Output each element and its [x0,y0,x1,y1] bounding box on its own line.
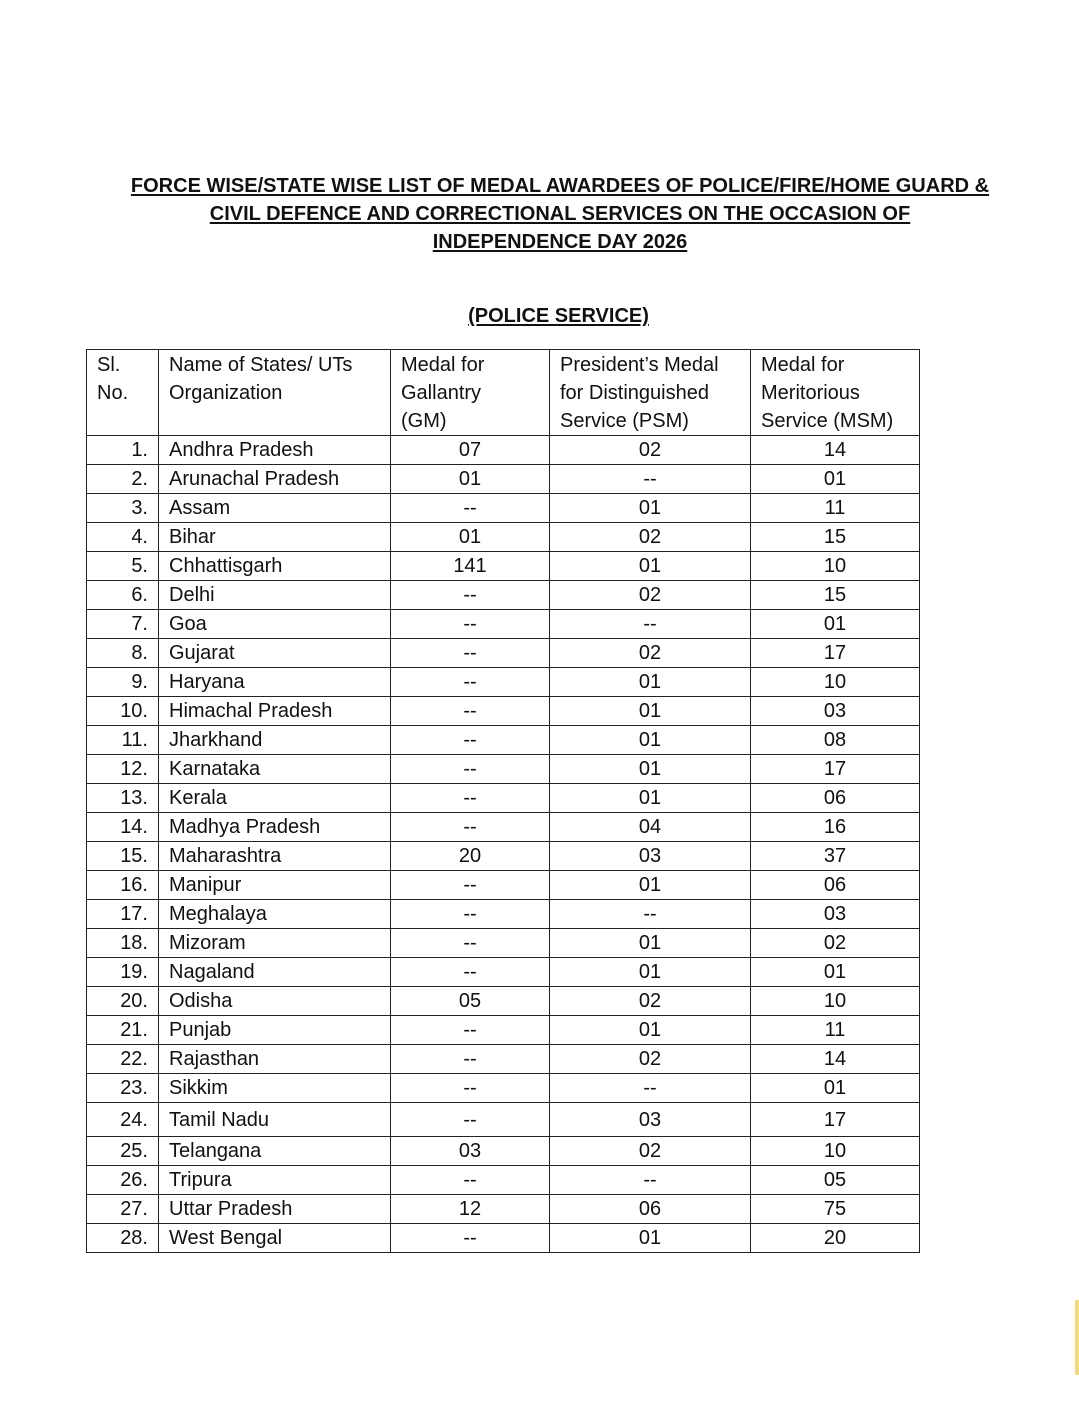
gallantry-count-cell: -- [391,784,550,813]
psm-count-cell: 01 [550,494,751,523]
gallantry-count-cell: 05 [391,987,550,1016]
gallantry-count-cell: -- [391,581,550,610]
msm-count-cell: 17 [751,1103,920,1137]
table-body [87,436,920,1253]
gallantry-count-cell: 20 [391,842,550,871]
title-line-1: FORCE WISE/STATE WISE LIST OF MEDAL AWARDEES OF POLICE/FIRE/HOME GUARD & [130,175,990,197]
state-name-cell: Uttar Pradesh [159,1195,391,1224]
gallantry-count-cell: 12 [391,1195,550,1224]
gallantry-count-cell: -- [391,1016,550,1045]
msm-count-cell: 01 [751,958,920,987]
serial-number-cell: 23. [87,1074,159,1103]
serial-number-cell: 11. [87,726,159,755]
msm-count-cell: 10 [751,668,920,697]
table-row [87,929,920,958]
table-row [87,1166,920,1195]
serial-number-cell: 16. [87,871,159,900]
document-title [40,172,1079,256]
serial-number-cell: 5. [87,552,159,581]
serial-number-cell: 1. [87,436,159,465]
table-row [87,871,920,900]
psm-count-cell: 01 [550,552,751,581]
table-row [87,668,920,697]
medal-awardees-table [86,349,920,1253]
gallantry-count-cell: -- [391,494,550,523]
msm-count-cell: 17 [751,639,920,668]
gallantry-count-cell: 141 [391,552,550,581]
msm-count-cell: 06 [751,871,920,900]
msm-count-cell: 16 [751,813,920,842]
gallantry-count-cell: -- [391,1103,550,1137]
table-row [87,610,920,639]
header-presidents-medal: President’s Medal for Distinguished Service (PSM) [550,350,751,436]
state-name-cell: Odisha [159,987,391,1016]
table-row [87,1103,920,1137]
psm-count-cell: 02 [550,581,751,610]
gallantry-count-cell: -- [391,639,550,668]
gallantry-count-cell: -- [391,755,550,784]
psm-count-cell: 02 [550,436,751,465]
gallantry-count-cell: -- [391,813,550,842]
serial-number-cell: 25. [87,1137,159,1166]
state-name-cell: Rajasthan [159,1045,391,1074]
state-name-cell: Punjab [159,1016,391,1045]
psm-count-cell: 01 [550,784,751,813]
gallantry-count-cell: -- [391,1074,550,1103]
serial-number-cell: 28. [87,1224,159,1253]
table-row [87,581,920,610]
msm-count-cell: 08 [751,726,920,755]
state-name-cell: Sikkim [159,1074,391,1103]
msm-count-cell: 01 [751,465,920,494]
serial-number-cell: 15. [87,842,159,871]
table-header-row [87,350,920,436]
serial-number-cell: 6. [87,581,159,610]
msm-count-cell: 03 [751,900,920,929]
gallantry-count-cell: -- [391,726,550,755]
psm-count-cell: 02 [550,1045,751,1074]
msm-count-cell: 17 [751,755,920,784]
gallantry-count-cell: -- [391,1224,550,1253]
state-name-cell: Goa [159,610,391,639]
table-row [87,842,920,871]
psm-count-cell: 02 [550,1137,751,1166]
psm-count-cell: 01 [550,1224,751,1253]
state-name-cell: Nagaland [159,958,391,987]
gallantry-count-cell: -- [391,871,550,900]
psm-count-cell: 01 [550,668,751,697]
table-row [87,494,920,523]
state-name-cell: Bihar [159,523,391,552]
msm-count-cell: 20 [751,1224,920,1253]
serial-number-cell: 3. [87,494,159,523]
table-row [87,639,920,668]
state-name-cell: Mizoram [159,929,391,958]
msm-count-cell: 02 [751,929,920,958]
state-name-cell: Assam [159,494,391,523]
msm-count-cell: 03 [751,697,920,726]
msm-count-cell: 15 [751,581,920,610]
header-state-name: Name of States/ UTs Organization [159,350,391,436]
state-name-cell: Haryana [159,668,391,697]
table-row [87,1137,920,1166]
psm-count-cell: -- [550,1166,751,1195]
serial-number-cell: 24. [87,1103,159,1137]
psm-count-cell: 01 [550,958,751,987]
msm-count-cell: 06 [751,784,920,813]
table-row [87,813,920,842]
msm-count-cell: 01 [751,1074,920,1103]
header-gallantry-medal: Medal for Gallantry (GM) [391,350,550,436]
gallantry-count-cell: -- [391,697,550,726]
state-name-cell: Jharkhand [159,726,391,755]
serial-number-cell: 19. [87,958,159,987]
table-row [87,1045,920,1074]
state-name-cell: Tamil Nadu [159,1103,391,1137]
state-name-cell: Kerala [159,784,391,813]
serial-number-cell: 27. [87,1195,159,1224]
psm-count-cell: -- [550,610,751,639]
serial-number-cell: 9. [87,668,159,697]
state-name-cell: Tripura [159,1166,391,1195]
gallantry-count-cell: 01 [391,523,550,552]
state-name-cell: Telangana [159,1137,391,1166]
serial-number-cell: 20. [87,987,159,1016]
msm-count-cell: 10 [751,987,920,1016]
psm-count-cell: 01 [550,697,751,726]
table-row [87,552,920,581]
serial-number-cell: 26. [87,1166,159,1195]
serial-number-cell: 22. [87,1045,159,1074]
psm-count-cell: -- [550,1074,751,1103]
gallantry-count-cell: -- [391,958,550,987]
state-name-cell: Maharashtra [159,842,391,871]
table-row [87,755,920,784]
gallantry-count-cell: -- [391,1166,550,1195]
serial-number-cell: 18. [87,929,159,958]
state-name-cell: Karnataka [159,755,391,784]
state-name-cell: Meghalaya [159,900,391,929]
title-line-2: CIVIL DEFENCE AND CORRECTIONAL SERVICES ON THE OCCASION OF [209,203,911,225]
table-row [87,784,920,813]
header-serial-number: Sl. No. [87,350,159,436]
psm-count-cell: 01 [550,1016,751,1045]
msm-count-cell: 14 [751,1045,920,1074]
psm-count-cell: 04 [550,813,751,842]
gallantry-count-cell: -- [391,929,550,958]
serial-number-cell: 17. [87,900,159,929]
psm-count-cell: -- [550,465,751,494]
serial-number-cell: 12. [87,755,159,784]
serial-number-cell: 21. [87,1016,159,1045]
msm-count-cell: 10 [751,552,920,581]
table-row [87,958,920,987]
table-row [87,1195,920,1224]
state-name-cell: Gujarat [159,639,391,668]
psm-count-cell: 02 [550,523,751,552]
state-name-cell: Delhi [159,581,391,610]
msm-count-cell: 75 [751,1195,920,1224]
table-row [87,697,920,726]
table-row [87,523,920,552]
serial-number-cell: 14. [87,813,159,842]
table-row [87,436,920,465]
gallantry-count-cell: -- [391,900,550,929]
psm-count-cell: 02 [550,987,751,1016]
state-name-cell: Himachal Pradesh [159,697,391,726]
state-name-cell: Madhya Pradesh [159,813,391,842]
msm-count-cell: 15 [751,523,920,552]
msm-count-cell: 01 [751,610,920,639]
state-name-cell: Manipur [159,871,391,900]
serial-number-cell: 7. [87,610,159,639]
table-row [87,987,920,1016]
state-name-cell: Andhra Pradesh [159,436,391,465]
table-row [87,1224,920,1253]
gallantry-count-cell: -- [391,668,550,697]
msm-count-cell: 14 [751,436,920,465]
psm-count-cell: 01 [550,929,751,958]
psm-count-cell: 01 [550,871,751,900]
section-subtitle: (POLICE SERVICE) [468,305,649,327]
gallantry-count-cell: 03 [391,1137,550,1166]
psm-count-cell: -- [550,900,751,929]
serial-number-cell: 13. [87,784,159,813]
msm-count-cell: 05 [751,1166,920,1195]
psm-count-cell: 06 [550,1195,751,1224]
serial-number-cell: 8. [87,639,159,668]
psm-count-cell: 01 [550,755,751,784]
state-name-cell: Chhattisgarh [159,552,391,581]
psm-count-cell: 01 [550,726,751,755]
state-name-cell: Arunachal Pradesh [159,465,391,494]
state-name-cell: West Bengal [159,1224,391,1253]
serial-number-cell: 2. [87,465,159,494]
table-row [87,1016,920,1045]
table-row [87,1074,920,1103]
msm-count-cell: 37 [751,842,920,871]
serial-number-cell: 10. [87,697,159,726]
gallantry-count-cell: 01 [391,465,550,494]
msm-count-cell: 11 [751,494,920,523]
gallantry-count-cell: -- [391,1045,550,1074]
table-row [87,726,920,755]
gallantry-count-cell: 07 [391,436,550,465]
gallantry-count-cell: -- [391,610,550,639]
table-row [87,465,920,494]
header-meritorious-medal: Medal for Meritorious Service (MSM) [751,350,920,436]
title-line-3: INDEPENDENCE DAY 2026 [432,231,688,253]
serial-number-cell: 4. [87,523,159,552]
msm-count-cell: 11 [751,1016,920,1045]
msm-count-cell: 10 [751,1137,920,1166]
table-row [87,900,920,929]
psm-count-cell: 02 [550,639,751,668]
psm-count-cell: 03 [550,842,751,871]
edge-highlight-mark [1075,1300,1079,1375]
psm-count-cell: 03 [550,1103,751,1137]
